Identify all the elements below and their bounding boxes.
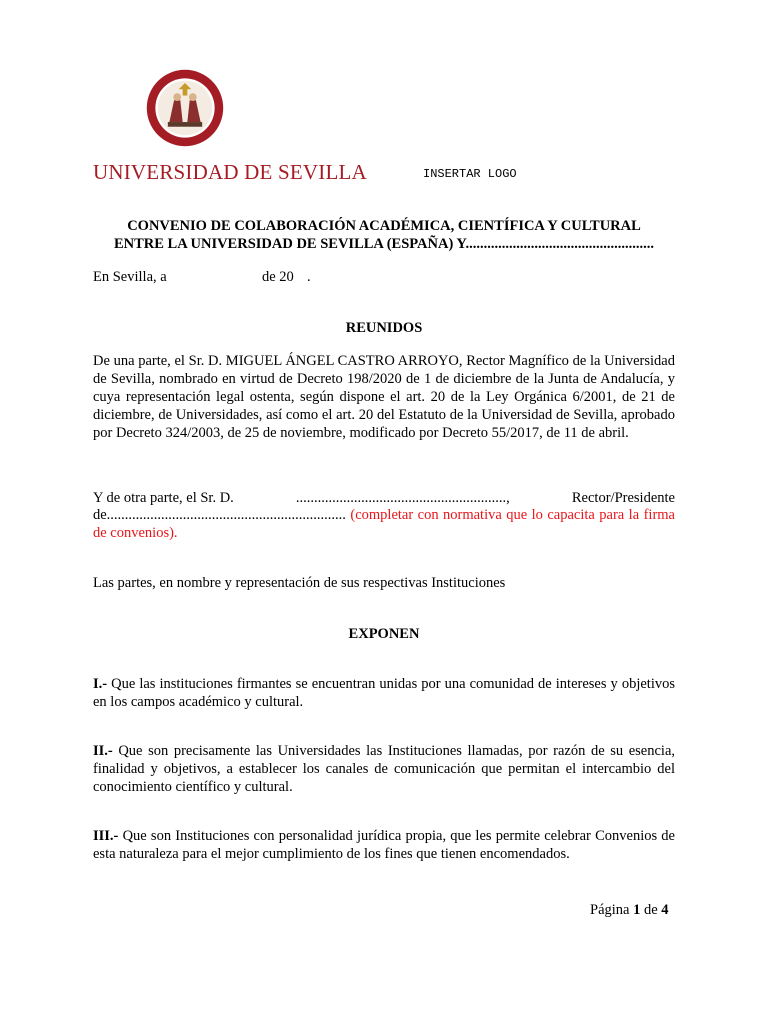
page-current: 1 <box>633 902 641 918</box>
page-label: Página <box>590 902 630 918</box>
exponen-item-3 <box>93 827 675 863</box>
date-end: . <box>307 269 311 285</box>
document-title <box>93 217 675 253</box>
item-3-text: Que son Instituciones con personalidad jurídica propia, que les permite celebrar Convenios de esta naturaleza para el mejor cumplimiento de los fines que tienen encomendados. <box>93 828 675 862</box>
second-party-note: (completar con normativa que lo capacita para la firma de convenios). <box>93 507 675 541</box>
item-3-number: III.- <box>93 828 119 844</box>
logo-placeholder: INSERTAR LOGO <box>423 167 517 181</box>
heading-reunidos: REUNIDOS <box>345 320 423 336</box>
place-text: En Sevilla, a <box>93 269 167 285</box>
page-total: 4 <box>661 902 669 918</box>
item-1-text: Que las instituciones firmantes se encuentran unidas por una comunidad de intereses y objetivos en los campos académico y cultural. <box>93 676 675 710</box>
exponen-item-1 <box>93 675 675 711</box>
second-party-intro: Y de otra parte, el Sr. D. <box>93 490 234 506</box>
second-party-line <box>93 489 675 507</box>
parties-paragraph: Las partes, en nombre y representación de sus respectivas Instituciones <box>93 575 506 591</box>
heading-exponen: EXPONEN <box>348 626 420 642</box>
title-line-1: CONVENIO DE COLABORACIÓN ACADÉMICA, CIENTÍFICA Y CULTURAL <box>127 218 641 234</box>
title-line-2: ENTRE LA UNIVERSIDAD DE SEVILLA (ESPAÑA) Y.................................................... <box>113 236 655 252</box>
second-party-continuation <box>93 506 675 542</box>
university-seal-icon <box>146 69 224 147</box>
exponen-item-2 <box>93 742 675 796</box>
first-party-paragraph: De una parte, el Sr. D. MIGUEL ÁNGEL CASTRO ARROYO, Rector Magnífico de la Universidad de Sevilla, nombrado en virtud de Decreto 198/2020 de 1 de diciembre de la Junta de Andalucía, y cuya representación legal ostenta, según dispone el art. 20 de la Ley Orgánica 6/2001, de 21 de diciembre, de Universidades, así como el art. 20 del Estatuto de la Universidad de Sevilla, aprobado por Decreto 324/2003, de 25 de noviembre, modificado por Decreto 55/2017, de 11 de abril. <box>93 353 675 441</box>
year-prefix: de 20 <box>262 269 294 285</box>
second-party-role: Rector/Presidente <box>571 490 675 506</box>
second-party-institution: de.................................................................. <box>93 507 346 523</box>
item-2-text: Que son precisamente las Universidades las Instituciones llamadas, por razón de su esencia, finalidad y objetivos, a establecer los canales de comunicación que permitan el intercambio del conocimiento científico y cultural. <box>93 743 675 795</box>
page-number <box>590 902 669 919</box>
item-2-number: II.- <box>93 743 113 759</box>
item-1-number: I.- <box>93 676 108 692</box>
second-party-dots: .........................................................., <box>295 490 510 506</box>
university-name: UNIVERSIDAD DE SEVILLA <box>93 160 367 184</box>
page-of: de <box>643 902 658 918</box>
